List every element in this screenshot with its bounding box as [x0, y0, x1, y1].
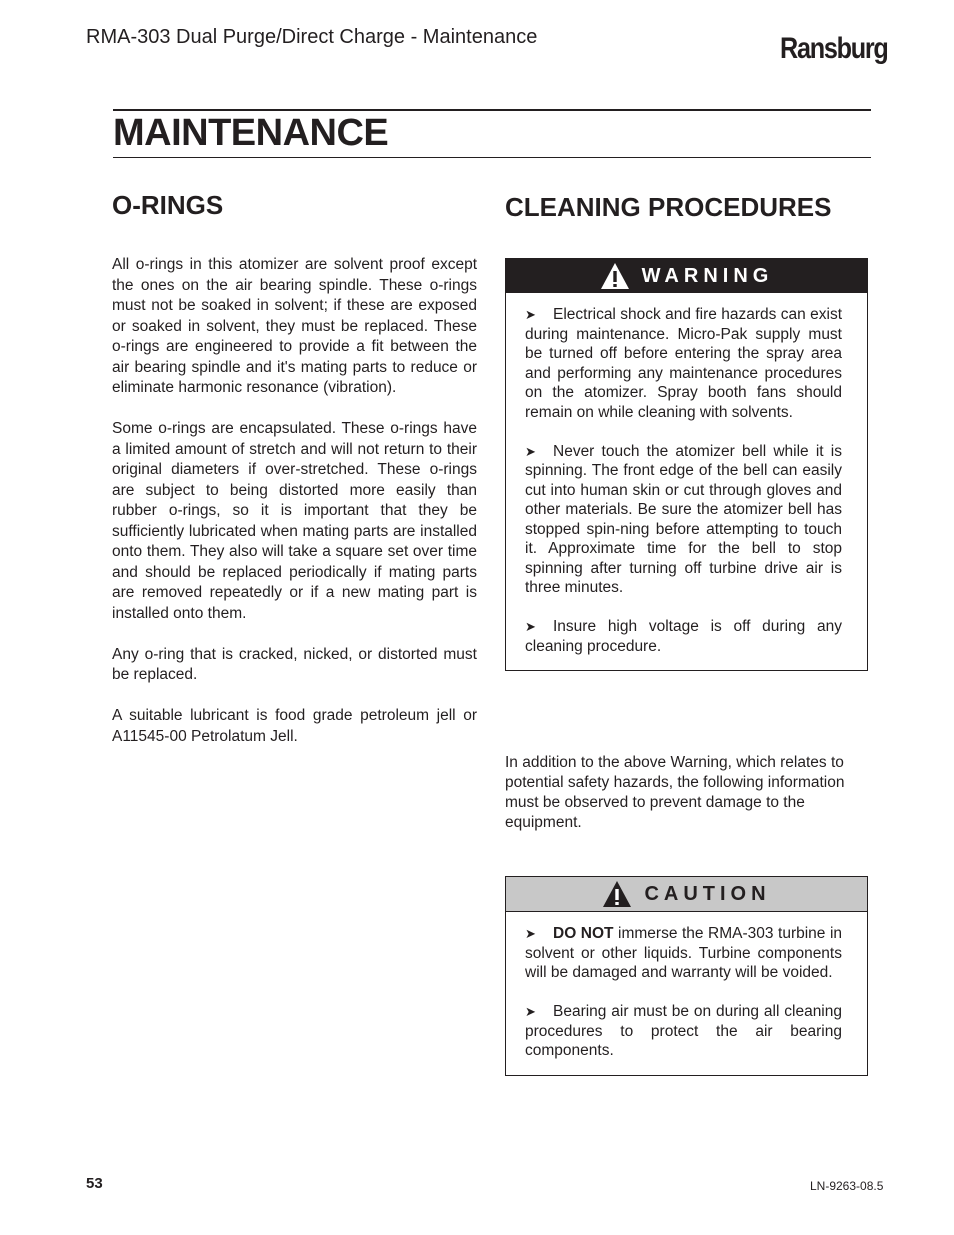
arrow-bullet-icon: ➤ [525, 1004, 536, 1019]
warning-item-text: Insure high voltage is off during any cleaning procedure. [525, 618, 842, 655]
page-number: 53 [86, 1175, 103, 1192]
arrow-bullet-icon: ➤ [525, 307, 536, 322]
caution-intro: In addition to the above Warning, which relates to potential safety hazards, the following information must be observed to prevent damage to the equipment. [505, 754, 845, 831]
cleaning-heading: CLEANING PROCEDURES [505, 192, 832, 222]
caution-label: CAUTION [644, 882, 771, 905]
caution-header [506, 877, 867, 912]
document-number: LN-9263-08.5 [810, 1179, 884, 1193]
title-rule-bottom [113, 157, 871, 158]
arrow-bullet-icon: ➤ [525, 443, 536, 459]
warning-label: WARNING [641, 264, 774, 287]
caution-item [525, 924, 842, 983]
header-title: RMA-303 Dual Purge/Direct Charge - Maintenance [86, 26, 538, 48]
title-rule-top [113, 109, 871, 111]
warning-item-text: Electrical shock and fire hazards can exist during maintenance. Micro-Pak supply must be turned off before entering the spray area and performing any maintenance procedures on the atomizer. Spray booth fans should remain on while cleaning with solvents. [525, 306, 842, 421]
brand-logo: Ransburg [780, 32, 888, 65]
orings-body [112, 255, 477, 768]
warning-box [505, 258, 868, 671]
arrow-bullet-icon: ➤ [525, 619, 536, 634]
orings-paragraph: Some o-rings are encapsulated. These o-rings have a limited amount of stretch and will not return to their original diameters if over-stretched. These o-rings are subject to being distorted more easily than rubber o-rings, so it is important that they be sufficiently lubricated when mating parts are installed onto them. They also will take a square set over time and should be replaced periodically if mating parts are removed repeatedly or if a new mating part is installed onto them. [112, 420, 477, 622]
warning-header [506, 259, 867, 293]
orings-heading: O-RINGS [112, 190, 224, 220]
warning-item-text: Never touch the atomizer bell while it is spinning. The front edge of the bell can easily cut into human skin or cut through gloves and other materials. Be sure the atomizer bell has stopped spin-ning before attempting to touch it. Approximate time for the bell to stop spinning after turning off turbine drive air is three minutes. [525, 442, 842, 596]
orings-paragraph: A suitable lubricant is food grade petroleum jell or A11545-00 Petrolatum Jell. [112, 707, 477, 745]
caution-item-text: Bearing air must be on during all cleaning procedures to protect the air bearing components. [525, 1003, 842, 1059]
caution-item-text: immerse the RMA-303 turbine in solvent or other liquids. Turbine components will be damaged and warranty will be voided. [525, 925, 843, 981]
orings-paragraph: All o-rings in this atomizer are solvent proof except the ones on the air bearing spindle. These o-rings must not be soaked in solvent; if these are exposed or soaked in solvent, they must be replaced. These o-rings are engineered to provide a fit between the air bearing spindle and it's mating parts to reduce or eliminate harmonic resonance (vibration). [112, 256, 477, 396]
caution-box [505, 876, 868, 1076]
caution-emphasis: DO NOT [553, 925, 614, 942]
warning-item [525, 305, 842, 422]
orings-paragraph: Any o-ring that is cracked, nicked, or distorted must be replaced. [112, 645, 477, 683]
warning-item [525, 617, 842, 656]
warning-item [525, 442, 842, 598]
page-title: MAINTENANCE [113, 112, 389, 154]
arrow-bullet-icon: ➤ [525, 926, 536, 941]
warning-body [506, 293, 867, 670]
caution-item [525, 1002, 842, 1061]
warning-triangle-icon [600, 262, 630, 290]
caution-triangle-icon [602, 880, 632, 908]
caution-body [506, 912, 867, 1075]
